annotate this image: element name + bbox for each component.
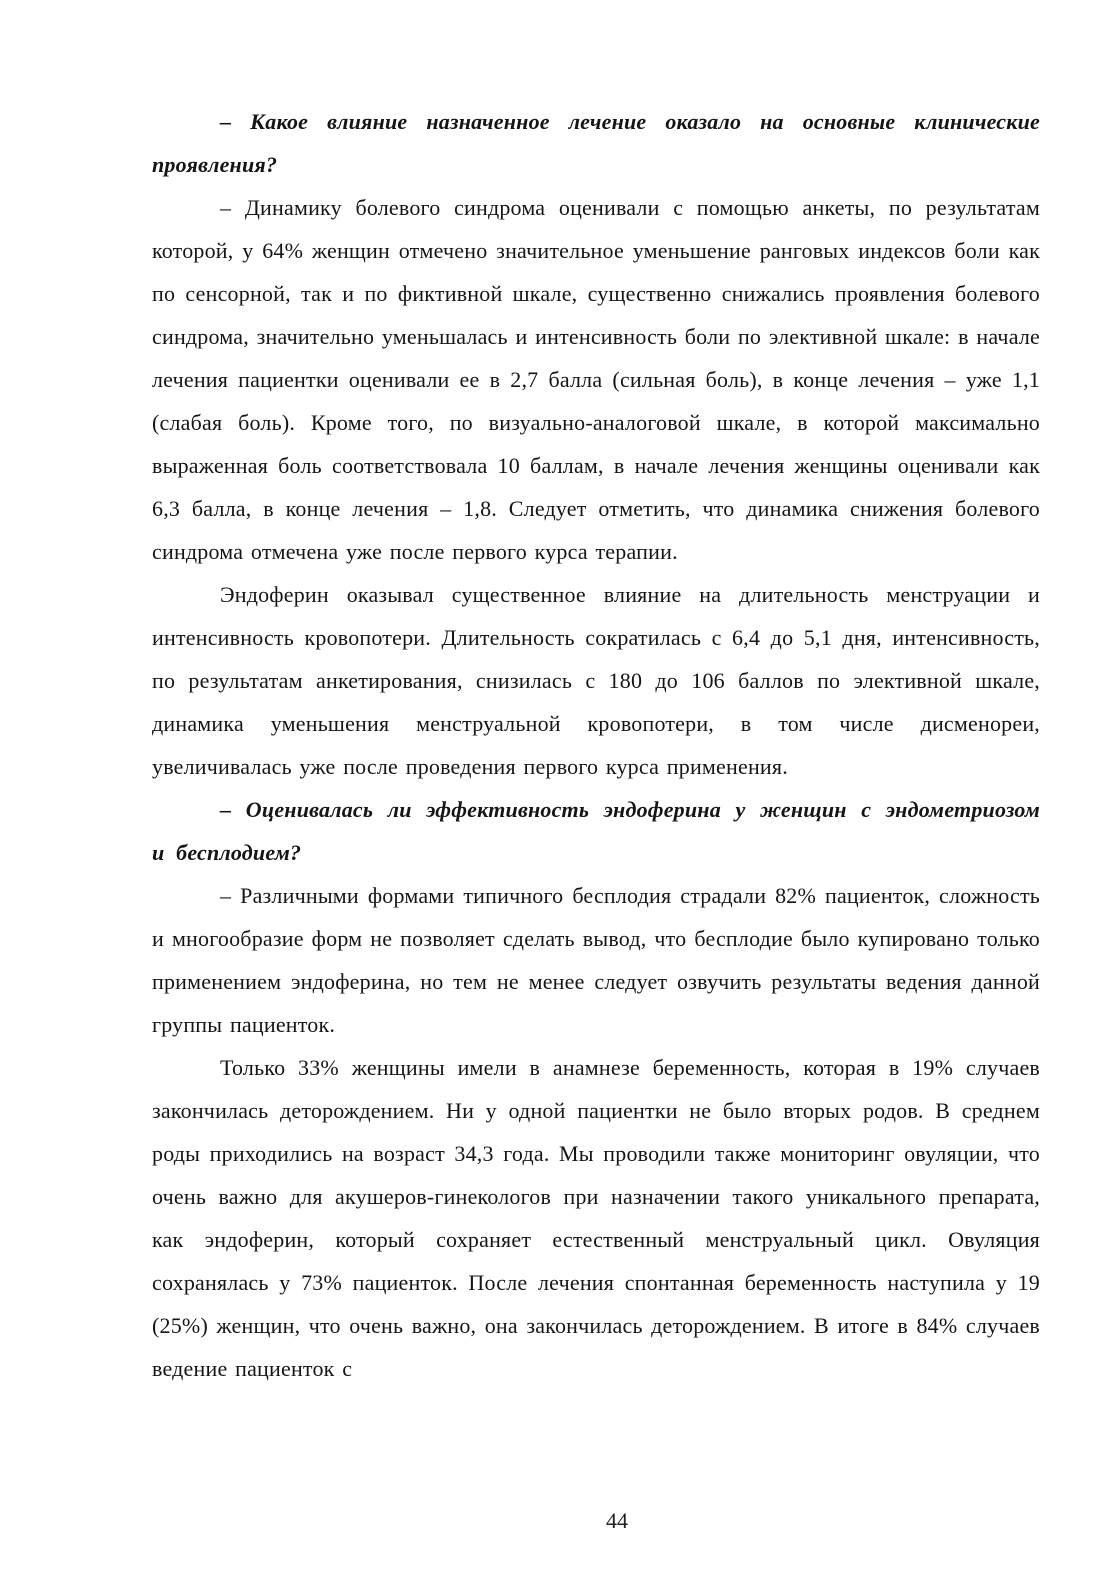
body-paragraph-1: Эндоферин оказывал существенное влияние на длительность менструации и интенсивность кровопотери. Длительность сократилась с 6,4 до 5,1 дня, интенсивность, по результатам анкетирования, снизилась с 180 до 106 баллов по элективной шкале, динамика уменьшения менструальной кровопотери, в том числе дисменореи, увеличивалась уже после проведения первого курса применения. [152, 582, 1040, 779]
body-paragraph-2: Только 33% женщины имели в анамнезе беременность, которая в 19% случаев закончилась деторождением. Ни у одной пациентки не было вторых родов. В среднем роды приходились на возраст 34,3 года. Мы проводили также мониторинг овуляции, что очень важно для акушеров-гинекологов при назначении такого уникального препарата, как эндоферин, который сохраняет естественный менструальный цикл. Овуляция сохранялась у 73% пациенток. После лечения спонтанная беременность наступила у 19 (25%) женщин, что очень важно, она закончилась деторождением. В итоге в 84% случаев ведение пациенток с [152, 1055, 1040, 1381]
text-block [152, 100, 1040, 1390]
answer-paragraph-1: – Динамику болевого синдрома оценивали с помощью анкеты, по результатам которой, у 64% женщин отмечено значительное уменьшение ранговых индексов боли как по сенсорной, так и по фиктивной шкале, существенно снижались проявления болевого синдрома, значительно уменьшалась и интенсивность боли по элективной шкале: в начале лечения пациентки оценивали ее в 2,7 балла (сильная боль), в конце лечения – уже 1,1 (слабая боль). Кроме того, по визуально-аналоговой шкале, в которой максимально выраженная боль соответствовала 10 баллам, в начале лечения женщины оценивали как 6,3 балла, в конце лечения – 1,8. Следует отметить, что динамика снижения болевого синдрома отмечена уже после первого курса терапии. [152, 195, 1040, 564]
question-paragraph-1: – Какое влияние назначенное лечение оказало на основные клинические проявления? [152, 109, 1040, 177]
question-paragraph-2: – Оценивалась ли эффективность эндоферина у женщин с эндометриозом и бесплодием? [152, 797, 1040, 865]
page-number: 44 [606, 1508, 628, 1533]
answer-paragraph-2: – Различными формами типичного бесплодия страдали 82% пациенток, сложность и многообразие форм не позволяет сделать вывод, что бесплодие было купировано только применением эндоферина, но тем не менее следует озвучить результаты ведения данной группы пациенток. [152, 883, 1040, 1037]
